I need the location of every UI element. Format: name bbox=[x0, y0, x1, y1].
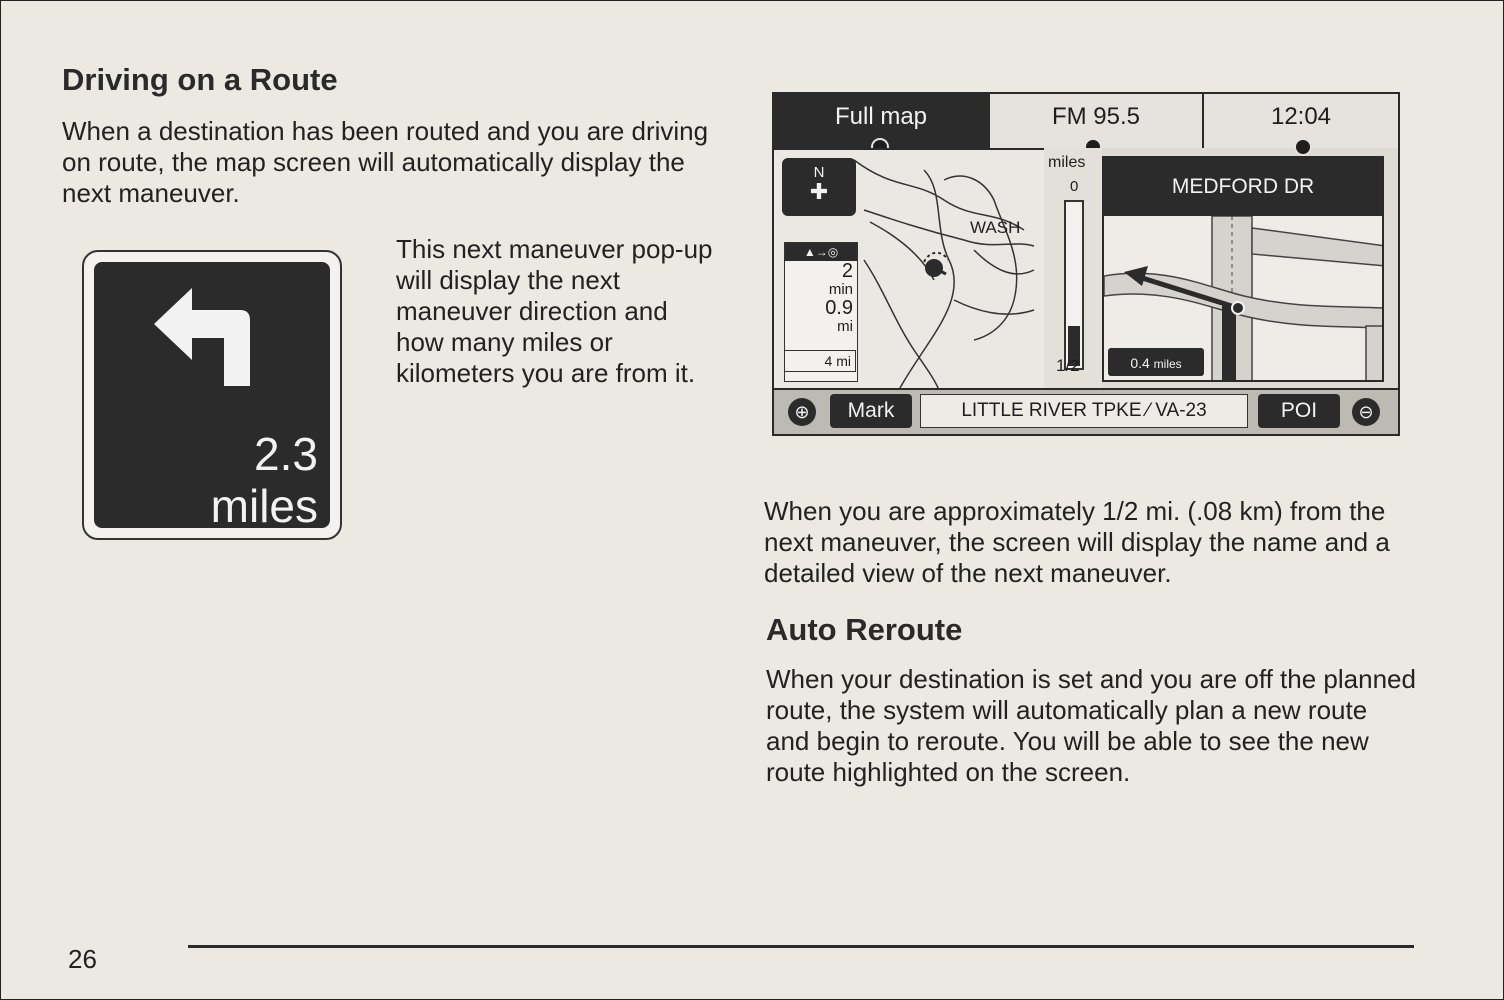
maneuver-sign-panel bbox=[94, 262, 330, 532]
distance-bar-label: miles bbox=[1048, 154, 1086, 171]
compass-icon: ✚ bbox=[809, 179, 829, 204]
turn-left-arrow-icon bbox=[152, 280, 272, 390]
current-road-display: LITTLE RIVER TPKE ⁄ VA-23 bbox=[920, 394, 1248, 428]
approach-paragraph: When you are approximately 1/2 mi. (.08 km) from the next maneuver, the screen will display the name and a detailed view of the next maneuver. bbox=[764, 496, 1390, 588]
distance-bar-panel bbox=[1044, 148, 1102, 388]
distance-remaining-value: 0.9 bbox=[825, 297, 853, 319]
maneuver-detail-distance bbox=[1108, 348, 1204, 376]
maneuver-detail-distance-unit: miles bbox=[1153, 357, 1182, 371]
maneuver-sign bbox=[82, 250, 342, 540]
compass-button[interactable] bbox=[782, 158, 856, 216]
tab-radio-label: FM 95.5 bbox=[1051, 103, 1141, 130]
poi-button[interactable]: POI bbox=[1258, 394, 1340, 428]
section-heading-driving-on-a-route: Driving on a Route bbox=[62, 62, 338, 97]
distance-remaining-unit: mi bbox=[837, 318, 853, 335]
tab-indicator-dot bbox=[1294, 138, 1312, 156]
map-scale[interactable]: 4 mi bbox=[784, 350, 856, 372]
page-number: 26 bbox=[68, 944, 97, 974]
route-info-icons: ▲→◎ bbox=[785, 243, 857, 261]
maneuver-distance bbox=[118, 428, 318, 532]
map-street-label: WASH bbox=[970, 218, 1021, 237]
tab-clock-label: 12:04 bbox=[1270, 103, 1332, 130]
maneuver-detail-distance-value: 0.4 bbox=[1130, 355, 1150, 371]
time-remaining-value: 2 bbox=[841, 260, 853, 282]
navigation-screen bbox=[772, 92, 1400, 436]
zoom-out-icon[interactable]: ⊖ bbox=[1352, 398, 1380, 426]
reroute-paragraph: When your destination is set and you are off the planned route, the system will automatically plan a new route and begin to reroute. You will be able to see the new route highlighted on the screen. bbox=[766, 664, 1416, 787]
distance-bar-top-value: 0 bbox=[1070, 178, 1079, 195]
distance-bar-bottom-value: 1/2 bbox=[1056, 356, 1080, 375]
popup-description-paragraph: This next maneuver pop-up will display the next maneuver direction and how many miles or kilometers you are from it. bbox=[396, 234, 713, 388]
maneuver-distance-unit: miles bbox=[210, 480, 318, 532]
tab-full-map-label: Full map bbox=[834, 103, 928, 130]
maneuver-detail-view bbox=[1102, 156, 1384, 382]
mark-button[interactable]: Mark bbox=[830, 394, 912, 428]
maneuver-detail-street: MEDFORD DR bbox=[1104, 158, 1382, 216]
intro-paragraph: When a destination has been routed and you are driving on route, the map screen will automatically display the next maneuver. bbox=[62, 116, 709, 208]
compass-north-label: N bbox=[813, 164, 825, 181]
distance-bar bbox=[1064, 200, 1084, 370]
footer-rule bbox=[188, 945, 1414, 948]
zoom-in-icon[interactable]: ⊕ bbox=[788, 398, 816, 426]
time-remaining-unit: min bbox=[828, 281, 853, 298]
nav-bottom-bar bbox=[774, 388, 1398, 434]
section-heading-auto-reroute: Auto Reroute bbox=[766, 612, 963, 647]
maneuver-distance-value: 2.3 bbox=[254, 428, 318, 480]
